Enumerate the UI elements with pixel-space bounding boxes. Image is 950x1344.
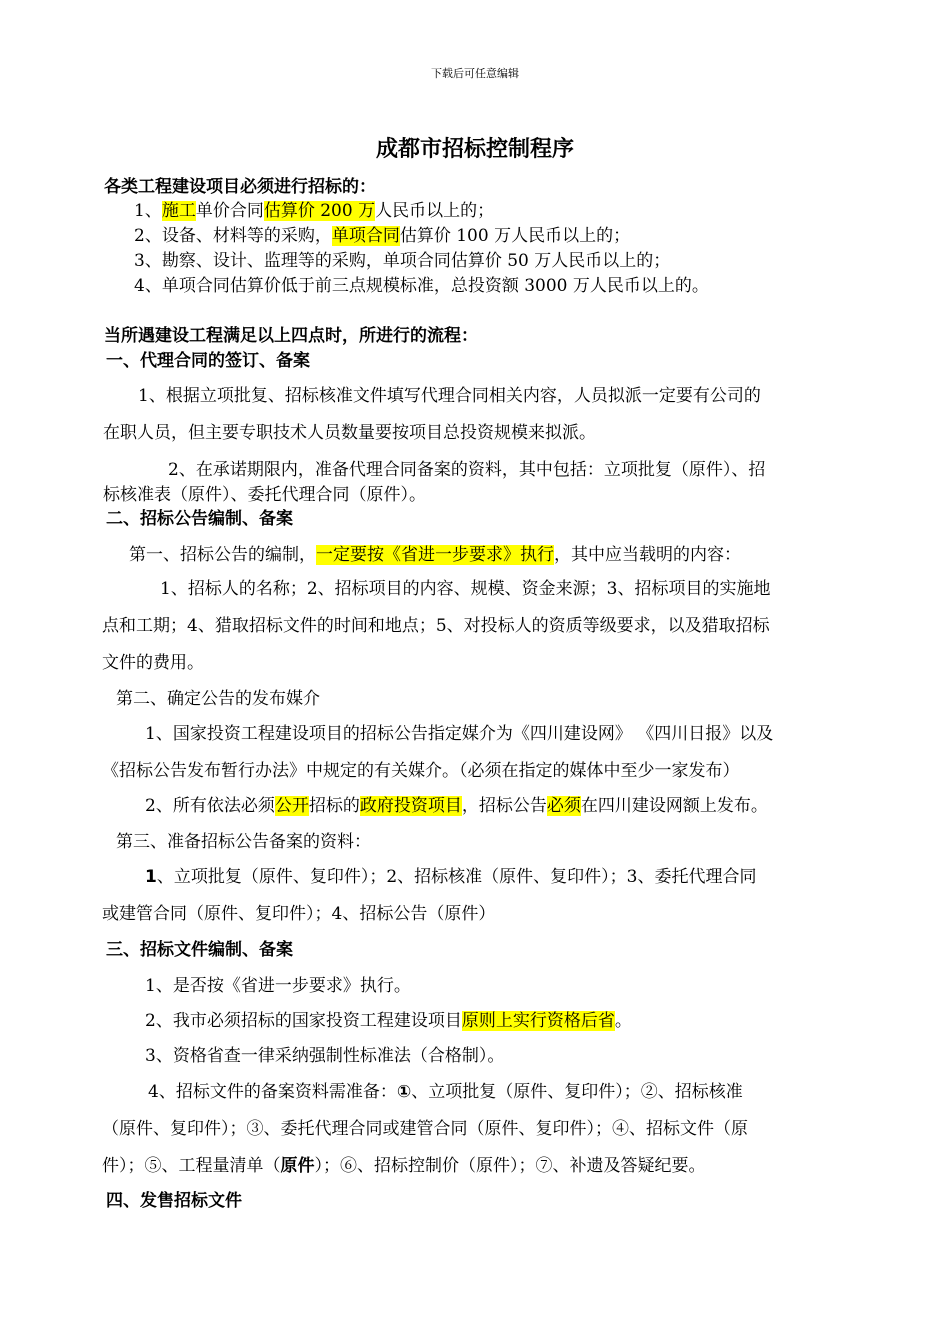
section-1-para-2a: 2、在承诺期限内，准备代理合同备案的资料，其中包括：立项批复（原件）、招: [168, 460, 766, 480]
section-1-para-1a: 1、根据立项批复、招标核准文件填写代理合同相关内容，人员拟派一定要有公司的: [138, 386, 761, 406]
highlight: 公开: [274, 796, 309, 816]
page-header: 下载后可任意编辑: [431, 67, 519, 80]
section-2-docs-1b: 或建管合同（原件、复印件）；4、招标公告（原件）: [102, 904, 496, 924]
section-2-third: 第三、准备招标公告备案的资料：: [116, 832, 371, 852]
text: ，其中应当载明的内容：: [554, 545, 741, 565]
section-1-heading: 一、代理合同的签订、备案: [106, 351, 310, 371]
text: ）；⑥、招标控制价（原件）；⑦、补遗及答疑纪要。: [314, 1156, 706, 1176]
text: 1、: [134, 201, 162, 221]
text: 单价合同: [195, 201, 264, 221]
text: 2、所有依法必须: [145, 796, 275, 816]
text: 在四川建设网额上发布。: [580, 796, 768, 816]
highlight: 估算价 200 万: [263, 201, 376, 221]
section-3-para-4c: [102, 1155, 706, 1177]
text: 件）；⑤、工程量清单（: [102, 1156, 281, 1176]
text: 2、设备、材料等的采购，: [134, 226, 332, 246]
section-1-para-2b: 标核准表（原件）、委托代理合同（原件）。: [103, 485, 426, 505]
text: 1: [145, 867, 157, 887]
section-3-para-4b: （原件、复印件）；③、委托代理合同或建管合同（原件、复印件）；④、招标文件（原: [102, 1119, 748, 1139]
section-2-docs-1a: [145, 866, 756, 888]
section-4-heading: 四、发售招标文件: [106, 1191, 242, 1211]
section-2-content-1c: 文件的费用。: [102, 653, 204, 673]
section-3-heading: 三、招标文件编制、备案: [106, 940, 293, 960]
section-2-media-2: [145, 795, 768, 817]
intro-item-2: [134, 225, 630, 247]
text: 4、招标文件的备案资料需准备：: [148, 1082, 397, 1102]
section-2-media-1a: 1、国家投资工程建设项目的招标公告指定媒介为《四川建设网》 《四川日报》以及: [145, 724, 774, 744]
highlight: 单项合同: [331, 226, 400, 246]
text: 招标的: [308, 796, 360, 816]
section-2-heading: 二、招标公告编制、备案: [106, 509, 293, 529]
highlight: 一定要按《省进一步要求》执行: [316, 545, 554, 565]
highlight: 原则上实行资格后省: [461, 1011, 615, 1031]
section-3-para-3: 3、资格省查一律采纳强制性标准法（合格制）。: [145, 1046, 505, 1066]
section-2-second: 第二、确定公告的发布媒介: [116, 689, 320, 709]
text: ①: [396, 1082, 412, 1102]
flow-heading: 当所遇建设工程满足以上四点时，所进行的流程：: [104, 326, 478, 346]
highlight: 施工: [161, 201, 196, 221]
section-2-content-1b: 点和工期；4、猎取招标文件的时间和地点；5、对投标人的资质等级要求，以及猎取招标: [102, 616, 770, 636]
text: ，招标公告: [461, 796, 547, 816]
text: 人民币以上的；: [375, 201, 495, 221]
section-1-para-1b: 在职人员，但主要专职技术人员数量要按项目总投资规模来拟派。: [103, 423, 596, 443]
text: 、立项批复（原件、复印件）；2、招标核准（原件、复印件）；3、委托代理合同: [156, 867, 757, 887]
section-2-first: [129, 544, 741, 566]
intro-item-4: 4、单项合同估算价低于前三点规模标准，总投资额 3000 万人民币以上的。: [134, 276, 709, 296]
text: 2、我市必须招标的国家投资工程建设项目: [145, 1011, 462, 1031]
section-3-para-2: [145, 1010, 632, 1032]
intro-heading: 各类工程建设项目必须进行招标的：: [104, 177, 376, 197]
page-title: 成都市招标控制程序: [375, 137, 574, 162]
text: 估算价 100 万人民币以上的；: [399, 226, 631, 246]
intro-item-1: [134, 200, 494, 222]
text: 。: [614, 1011, 632, 1031]
section-2-content-1a: 1、招标人的名称；2、招标项目的内容、规模、资金来源；3、招标项目的实施地: [160, 579, 771, 599]
section-3-para-4a: [148, 1081, 743, 1103]
text: 原件: [280, 1156, 315, 1176]
intro-item-3: 3、勘察、设计、监理等的采购，单项合同估算价 50 万人民币以上的；: [134, 251, 671, 271]
text: 第一、招标公告的编制，: [129, 545, 316, 565]
highlight: 必须: [546, 796, 581, 816]
text: 、立项批复（原件、复印件）；②、招标核准: [411, 1082, 743, 1102]
section-2-media-1b: 《招标公告发布暂行办法》中规定的有关媒介。（必须在指定的媒体中至少一家发布）: [102, 761, 740, 781]
highlight: 政府投资项目: [359, 796, 462, 816]
section-3-para-1: 1、是否按《省进一步要求》执行。: [145, 976, 411, 996]
